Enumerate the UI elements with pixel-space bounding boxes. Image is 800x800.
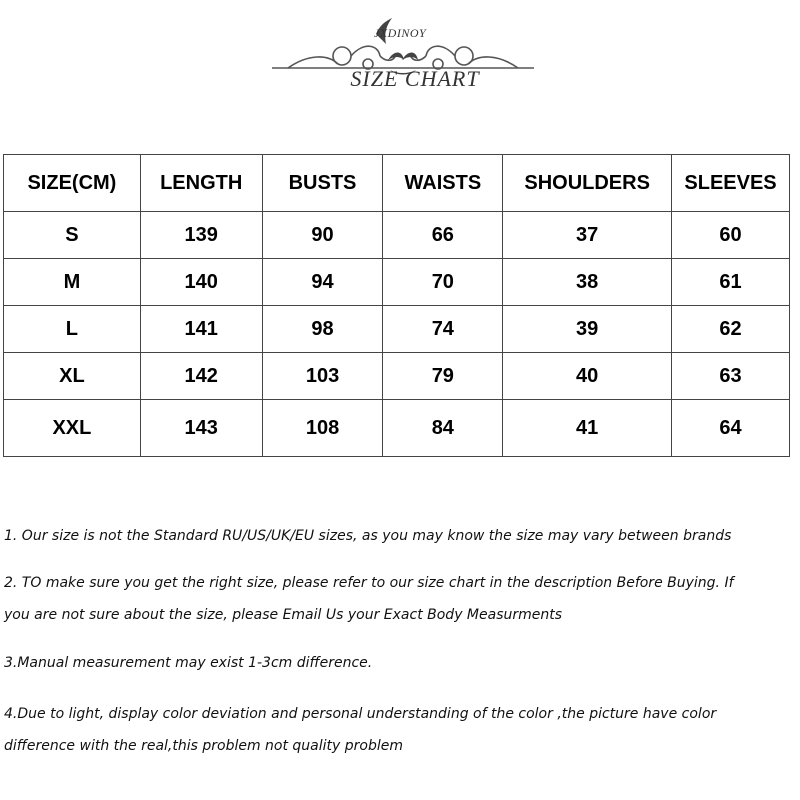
table-header-row xyxy=(4,155,790,212)
cell-busts: 98 xyxy=(262,306,383,353)
cell-waists: 70 xyxy=(383,259,503,306)
cell-shoulders: 38 xyxy=(503,259,672,306)
cell-sleeves: 64 xyxy=(672,400,790,457)
cell-length: 142 xyxy=(140,353,262,400)
cell-waists: 74 xyxy=(383,306,503,353)
cell-shoulders: 41 xyxy=(503,400,672,457)
size-chart-table xyxy=(3,154,790,457)
header-waists: WAISTS xyxy=(383,155,503,212)
table-row xyxy=(4,259,790,306)
cell-waists: 66 xyxy=(383,212,503,259)
note-1: 1. Our size is not the Standard RU/US/UK/EU sizes, as you may know the size may vary between brands xyxy=(4,528,732,544)
header-shoulders: SHOULDERS xyxy=(503,155,672,212)
note-2-line-1: 2. TO make sure you get the right size, please refer to our size chart in the description Before Buying. If xyxy=(4,575,734,591)
cell-size: S xyxy=(4,212,141,259)
cell-shoulders: 39 xyxy=(503,306,672,353)
cell-length: 140 xyxy=(140,259,262,306)
cell-busts: 108 xyxy=(262,400,383,457)
table-row xyxy=(4,212,790,259)
cell-waists: 79 xyxy=(383,353,503,400)
cell-size: XL xyxy=(4,353,141,400)
cell-sleeves: 62 xyxy=(672,306,790,353)
note-4-line-2: difference with the real,this problem not quality problem xyxy=(4,738,403,754)
cell-sleeves: 61 xyxy=(672,259,790,306)
cell-size: L xyxy=(4,306,141,353)
brand-name: JXDINOY xyxy=(374,26,427,40)
cell-size: M xyxy=(4,259,141,306)
cell-busts: 90 xyxy=(262,212,383,259)
page-title: SIZE CHART xyxy=(350,66,480,91)
note-4-line-1: 4.Due to light, display color deviation and personal understanding of the color ,the picture have color xyxy=(4,706,717,722)
cell-length: 141 xyxy=(140,306,262,353)
cell-size: XXL xyxy=(4,400,141,457)
cell-shoulders: 37 xyxy=(503,212,672,259)
note-2-line-2: you are not sure about the size, please Email Us your Exact Body Measurments xyxy=(4,607,563,623)
table-row xyxy=(4,353,790,400)
cell-sleeves: 60 xyxy=(672,212,790,259)
cell-length: 139 xyxy=(140,212,262,259)
table-row xyxy=(4,400,790,457)
header-size: SIZE(CM) xyxy=(4,155,141,212)
cell-shoulders: 40 xyxy=(503,353,672,400)
cell-waists: 84 xyxy=(383,400,503,457)
header-length: LENGTH xyxy=(140,155,262,212)
cell-sleeves: 63 xyxy=(672,353,790,400)
cell-busts: 94 xyxy=(262,259,383,306)
cell-busts: 103 xyxy=(262,353,383,400)
header-busts: BUSTS xyxy=(262,155,383,212)
table-row xyxy=(4,306,790,353)
cell-length: 143 xyxy=(140,400,262,457)
note-3: 3.Manual measurement may exist 1-3cm difference. xyxy=(4,655,373,671)
header-sleeves: SLEEVES xyxy=(672,155,790,212)
